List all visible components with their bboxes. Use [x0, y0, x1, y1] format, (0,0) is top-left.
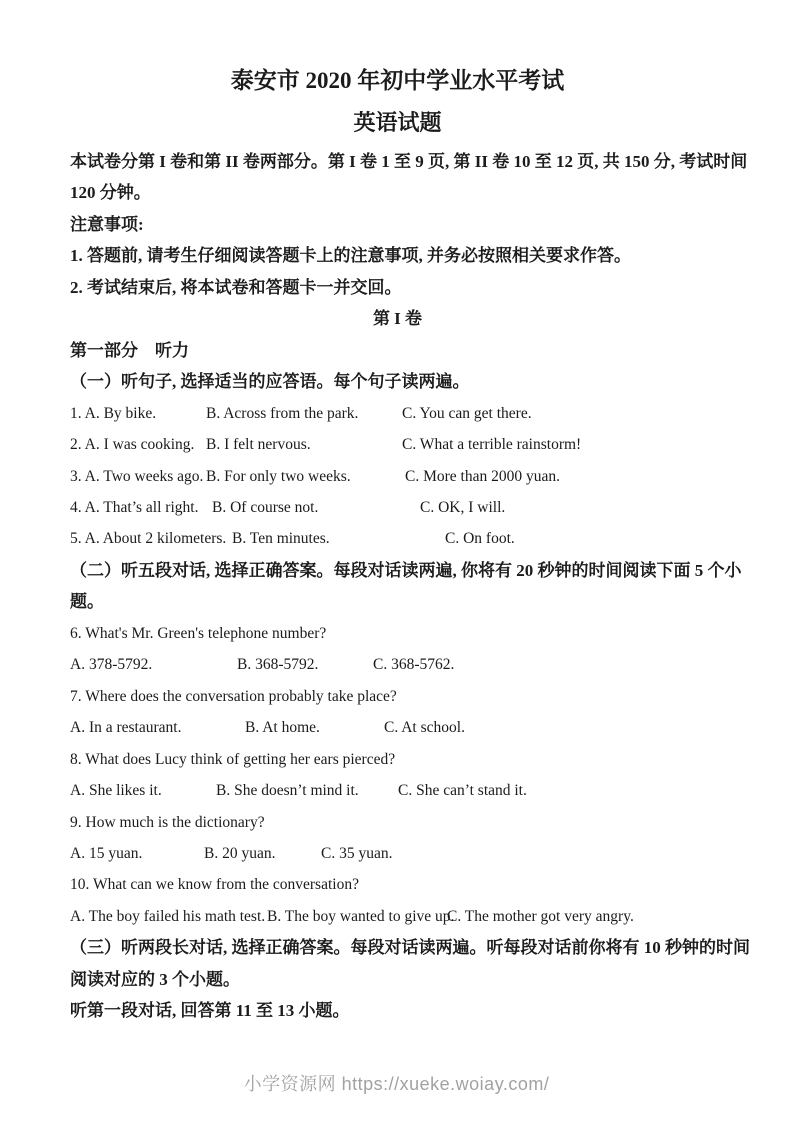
question-3-option-c: C. More than 2000 yuan.	[405, 467, 560, 485]
question-5-option-b: B. Ten minutes.	[232, 530, 330, 548]
question-5-option-c: C. On foot.	[445, 530, 515, 548]
note-item-2: 2. 考试结束后, 将本试卷和答题卡一并交回。	[70, 277, 402, 297]
watermark-footer: 小学资源网 https://xueke.woiay.com/	[243, 1074, 550, 1094]
question-9-option-c: C. 35 yuan.	[321, 844, 393, 862]
question-10-option-c: C. The mother got very angry.	[447, 907, 634, 925]
question-1-options	[70, 398, 725, 429]
question-7-option-a: A. In a restaurant.	[70, 719, 182, 737]
question-1-option-c: C. You can get there.	[402, 404, 532, 422]
part-1-heading: 第一部分 听力	[70, 340, 189, 360]
question-10-options	[70, 901, 725, 932]
question-4-option-b: B. Of course not.	[212, 498, 319, 516]
question-6-option-a: A. 378-5792.	[70, 656, 153, 674]
question-8-option-b: B. She doesn’t mind it.	[216, 782, 359, 800]
question-1-option-b: B. Across from the park.	[206, 404, 359, 422]
question-4-option-c: C. OK, I will.	[420, 498, 506, 516]
section-2-heading-line-1: （二）听五段对话, 选择正确答案。每段对话读两遍, 你将有 20 秒钟的时间阅读下面 5 个小	[70, 560, 742, 580]
exam-title: 泰安市 2020 年初中学业水平考试	[230, 68, 565, 93]
section-3-dialog-1-note: 听第一段对话, 回答第 11 至 13 小题。	[70, 1001, 350, 1021]
question-7-options	[70, 712, 725, 743]
section-3-heading-line-1: （三）听两段长对话, 选择正确答案。每段对话读两遍。听每段对话前你将有 10 秒钟的时间	[70, 938, 750, 958]
volume-1-heading: 第 I 卷	[372, 309, 423, 329]
question-8-option-a: A. She likes it.	[70, 782, 162, 800]
notes-heading: 注意事项:	[70, 214, 144, 234]
question-10-option-a: A. The boy failed his math test.	[70, 907, 266, 925]
section-1-heading: （一）听句子, 选择适当的应答语。每个句子读两遍。	[70, 372, 470, 392]
question-6-option-b: B. 368-5792.	[237, 656, 319, 674]
question-8-options	[70, 775, 725, 806]
question-8-option-c: C. She can’t stand it.	[398, 782, 527, 800]
question-6-options	[70, 649, 725, 680]
question-9-option-b: B. 20 yuan.	[204, 844, 276, 862]
question-4-options	[70, 492, 725, 523]
question-5-option-a: 5. A. About 2 kilometers.	[70, 530, 227, 548]
question-7-option-c: C. At school.	[384, 719, 465, 737]
question-1-option-a: 1. A. By bike.	[70, 404, 157, 422]
question-3-options	[70, 461, 725, 492]
question-9-text: 9. How much is the dictionary?	[70, 813, 265, 831]
section-2-heading-line-2: 题。	[70, 592, 104, 612]
intro-line-1: 本试卷分第 I 卷和第 II 卷两部分。第 I 卷 1 至 9 页, 第 II 卷 10 至 12 页, 共 150 分, 考试时间	[70, 152, 748, 171]
question-10-text: 10. What can we know from the conversation?	[70, 876, 359, 894]
question-8-text: 8. What does Lucy think of getting her ears pierced?	[70, 750, 396, 768]
question-2-options	[70, 429, 725, 460]
question-2-option-a: 2. A. I was cooking.	[70, 436, 195, 454]
question-6-text: 6. What's Mr. Green's telephone number?	[70, 624, 327, 642]
question-7-text: 7. Where does the conversation probably take place?	[70, 687, 397, 705]
question-10-option-b: B. The boy wanted to give up.	[267, 907, 455, 925]
intro-line-2: 120 分钟。	[70, 183, 151, 203]
question-9-option-a: A. 15 yuan.	[70, 844, 143, 862]
question-3-option-b: B. For only two weeks.	[206, 467, 351, 485]
question-2-option-b: B. I felt nervous.	[206, 436, 311, 454]
question-5-options	[70, 523, 725, 554]
question-2-option-c: C. What a terrible rainstorm!	[402, 436, 582, 454]
question-9-options	[70, 838, 725, 869]
question-4-option-a: 4. A. That’s all right.	[70, 498, 199, 516]
question-6-option-c: C. 368-5762.	[373, 656, 455, 674]
exam-subtitle: 英语试题	[353, 110, 442, 135]
note-item-1: 1. 答题前, 请考生仔细阅读答题卡上的注意事项, 并务必按照相关要求作答。	[70, 246, 631, 266]
question-7-option-b: B. At home.	[245, 719, 320, 737]
question-3-option-a: 3. A. Two weeks ago.	[70, 467, 204, 485]
section-3-heading-line-2: 阅读对应的 3 个小题。	[70, 969, 240, 989]
